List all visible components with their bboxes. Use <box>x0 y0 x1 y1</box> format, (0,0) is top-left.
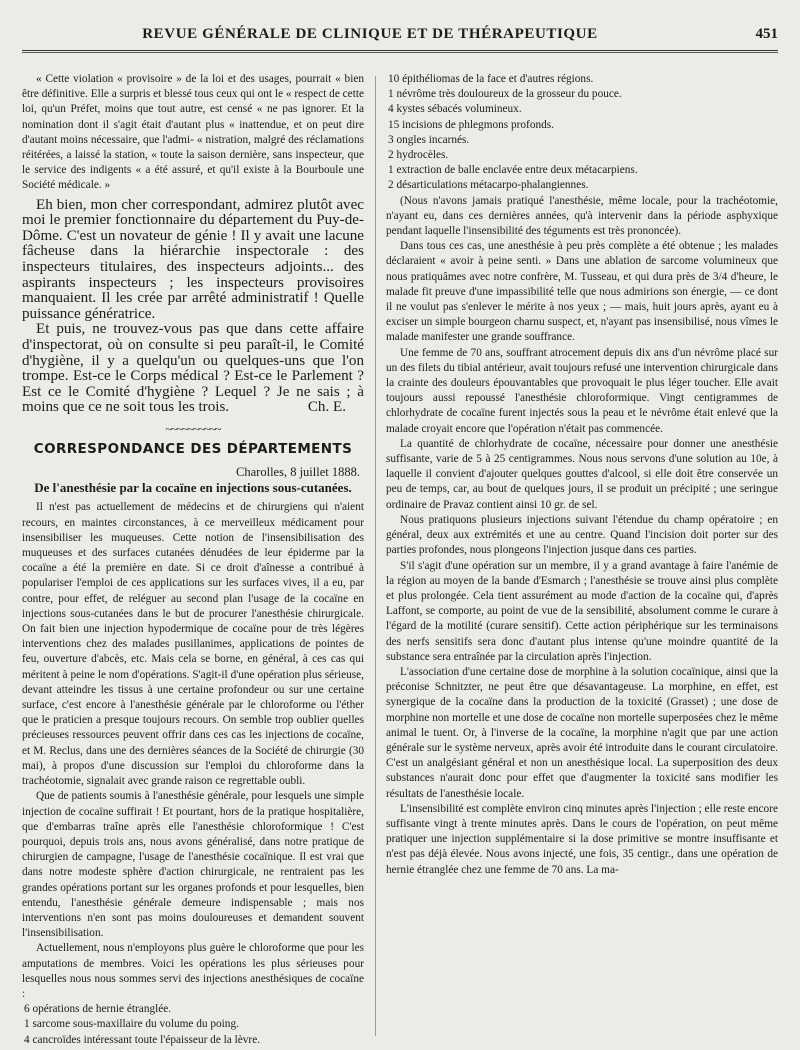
body-paragraph: Il n'est pas actuellement de médecins et de chirurgiens qui n'aient recours, en maintes circonstances, à ce merveilleux médicament pour insensibiliser les muqueuses. Cette notion de l'insensibilisation des muqueuses et des surfaces cutanées dénudées de leur épiderme par la cocaïne a été la première en date. Si ce droit d'aînesse a contribué à populariser l'emploi de ces applications sur les surfaces vives, il a eu, par contre, pour effet, de reléguer au second plan l'usage de la cocaïne en injections sous-cutanées dans le but de procurer l'anesthésie chirurgicale. On fait bien une injection hypodermique de cocaïne pour de très légères interventions chez des malades pusillanimes, applications de pointes de feu, ouverture d'abcès, etc. Mais cela se borne, en général, à ces cas qui méritent à peine le nom d'opérations. S'agit-il d'une opération plus sérieuse, devant atteindre les tissus à une certaine profondeur ou sur une certaine surface, c'est encore à l'anesthésie générale par le chloroforme ou l'éther que le praticien a presque toujours recours. On semble trop oublier quelles précieuses ressources peuvent offrir dans ces cas les injections de cocaïne, et M. Reclus, dans une des dernières séances de la Société de chirurgie (30 mai), à propos d'une discussion sur l'emploi du chloroforme dans la trachéotomie, signalait avec grande raison ce regrettable oubli. <box>22 501 364 788</box>
editor-commentary <box>22 198 364 416</box>
body-paragraph: Dans tous ces cas, une anesthésie à peu près complète a été obtenue ; les malades déclaraient « avoir à peine senti. » Dans une ablation de sarcome volumineux que nous pratiquâmes avec notre confrère, M. Tusseau, et qui dura près de 3/4 d'heure, le malade fit preuve d'une impassibilité telle que nous admirions son énergie, — ce dont il ne voulut pas s'enlever le mérite à nos yeux ; — mais, huit jours après, ayant eu à exciser un simple bourgeon charnu suspect, et, n'ayant pas insensibilisé, nous vîmes le malade manifester une grande souffrance. <box>386 240 778 344</box>
quote-paragraph: « Cette violation « provisoire » de la loi et des usages, pourrait « bien être définitive. Elle a surpris et blessé tous ceux qui ont le « respect de cette loi, qu'un Préfet, moins que tout autre, est censé « ne pas ignorer. Et la nomination dont il s'agit était d'autant plus « inattendue, et on peut dire d'autant moins nécessaire, que l'admi- « nistration, malgré des réclamations réitérées, a laissé la station, « toute la saison dernière, sans inspecteur, que le service des indigents « a été assuré, et qu'il existe à la Bourboule une Société médicale. » <box>22 73 364 192</box>
page-header <box>0 22 800 48</box>
operation-list-item: 1 névrôme très douloureux de la grosseur du pouce. <box>388 88 622 101</box>
article-body-right <box>386 72 778 878</box>
operation-list-item: 4 kystes sébacés volumineux. <box>388 103 522 116</box>
commentary-paragraph: Eh bien, mon cher correspondant, admirez plutôt avec moi le premier fonctionnaire du département du Puy-de-Dôme. C'est un novateur de génie ! Il y avait une lacune fâcheuse dans la hiérarchie inspectorale : des inspecteurs titulaires, des inspecteurs adjoints... des aspirants inspecteurs ; les inspecteurs provisoires manquaient. Il les crée par arrêté administratif ! Quelle puissance génératrice. <box>22 196 364 322</box>
operation-list-item: 3 ongles incarnés. <box>388 133 470 146</box>
body-paragraph: La quantité de chlorhydrate de cocaïne, nécessaire pour donner une anesthésie suffisante, varie de 5 à 25 centigrammes. Nous nous servons d'une solution au 10e, à laquelle il convient d'ajouter quelques gouttes d'alcool, si elle doit être conservée un peu de temps, car, au bout de quelques jours, il se produit un précipité ; une seringue ordinaire de Pravaz contient ainsi 10 gr. de sel. <box>386 437 778 511</box>
commentary-paragraph: Et puis, ne trouvez-vous pas que dans cette affaire d'inspectorat, où on consulte si peu paraît-il, le Comité d'hygiène, il y a quelqu'un ou quelques-uns que l'on trompe. Est-ce le Corps médical ? Est-ce le Parlement ? Est ce le Comité d'hygiène ? Lequel ? Je ne sais ; à moins que ce ne soit tous les trois. <box>22 321 364 416</box>
operation-list-item: 2 désarticulations métacarpo-phalangiennes. <box>388 179 589 192</box>
ornament-divider: ~~~~~~~~~~ <box>165 421 221 436</box>
operation-list-item: 4 cancroïdes intéressant toute l'épaisseur de la lèvre. <box>24 1033 261 1046</box>
operation-list-item: 1 extraction de balle enclavée entre deux métacarpiens. <box>388 164 638 177</box>
body-paragraph: (Nous n'avons jamais pratiqué l'anesthésie, même locale, pour la trachéotomie, n'ayant eu, dans ces dernières années, qu'à intervenir dans la période asphyxique pendant laquelle l'insensibilité des téguments est très prononcée). <box>386 194 778 238</box>
operation-list-item: 6 opérations de hernie étranglée. <box>24 1003 172 1016</box>
dateline: Charolles, 8 juillet 1888. <box>236 464 360 479</box>
body-paragraph: Nous pratiquons plusieurs injections suivant l'étendue du champ opératoire ; en général, deux aux extrémités et une au centre. Quand l'incision doit porter sur des parties profondes, nous plongeons l'injection jusque dans ces parties. <box>386 513 778 557</box>
page-number: 451 <box>755 26 778 42</box>
body-paragraph: L'insensibilité est complète environ cinq minutes après l'injection ; elle reste encore suffisante vingt à trente minutes après. Dans le cours de l'opération, on peut même pratiquer une injection supplémentaire si la dose primitive se montre insuffisante et n'est pas déjà élevée. Nous avons injecté, une fois, 35 centigr., dans une opération de hernie étranglée chez une femme de 70 ans. La ma- <box>386 802 778 876</box>
left-column <box>22 72 364 1048</box>
header-rule <box>22 50 778 53</box>
column-divider <box>375 76 376 1036</box>
operation-list-item: 1 sarcome sous-maxillaire du volume du poing. <box>24 1018 239 1031</box>
body-paragraph: Une femme de 70 ans, souffrant atrocement depuis dix ans d'un névrôme placé sur un des filets du tibial antérieur, avait toujours refusé une intervention chirurgicale dans la crainte des douleurs épouvantables que provoquait le plus léger toucher. Elle avait toujours aussi repoussé l'anesthésie chloroformique. Vingt centigrammes de chlorhydrate de cocaïne furent injectés sous la peau et le névrôme était enlevé que la malade croyait encore que l'opération n'était pas commencée. <box>386 346 778 435</box>
body-paragraph: L'association d'une certaine dose de morphine à la solution cocaïnique, ainsi que la préconise Schnitzter, ne peut être que désavantageuse. La morphine, en effet, est synergique de la cocaïne dans la production de la toxicité (Grasset) ; une dose de morphine non mortelle et une dose de cocaïne non mortelle superposées chez le même animal le tuent. Or, à l'inverse de la cocaïne, la morphine n'agit que par une action générale sur le système nerveux, après avoir été introduite dans le courant circulatoire. C'est un analgésiant général et non un anesthésique local. La superposition des deux substances n'aurait donc pour effet que d'augmenter la toxicité sans modifier les résultats de l'anesthésie locale. <box>386 665 778 800</box>
article-title: De l'anesthésie par la cocaïne en injections sous-cutanées. <box>34 479 352 495</box>
operation-list-item: 15 incisions de phlegmons profonds. <box>388 118 554 131</box>
body-paragraph: S'il s'agit d'une opération sur un membre, il y a grand avantage à faire l'anémie de la région au moyen de la bande d'Esmarch ; l'anesthésie se trouve ainsi plus complète et plus prolongée. Cela tient assurément au mode d'action de la cocaïne qui, d'après Laffont, se comporte, au point de vue de la sensibilité, absolument comme le curare à l'égard de la motilité (curare sensitif). Cette action périphérique sur les terminaisons des nerfs sensitifs sera donc d'autant plus intense qu'une moindre quantité de la substance sera entraînée par la circulation après l'injection. <box>386 559 778 663</box>
article-body-left <box>22 500 364 1047</box>
right-column <box>386 72 778 878</box>
signature: Ch. E. <box>307 399 346 416</box>
body-paragraph: Actuellement, nous n'employons plus guère le chloroforme que pour les amputations de membres. Voici les opérations les plus sérieuses pour lesquelles nous nous sommes servi des injections anesthésiques de cocaïne : <box>22 942 364 1000</box>
body-paragraph: Que de patients soumis à l'anesthésie générale, pour lesquels une simple injection de cocaïne suffirait ! Et pourtant, hors de la pratique hospitalière, que d'embarras traîne après elle l'anesthésie chloroformique ! C'est pourquoi, depuis trois ans, nous avons généralisé, dans notre pratique de chirurgien de campagne, l'usage de l'anesthésie cocaïnique. Il est vrai que dans notre modeste sphère d'action chirurgicale, ne rentraient pas les grandes opérations portant sur les organes profonds et pour lesquelles, bien entendu, l'anesthésie générale demeure indispensable ; mais nos interventions n'en sont pas moins douloureuses et demandent souvent l'insensibilisation. <box>22 790 364 940</box>
quoted-letter <box>22 72 364 194</box>
operation-list-item: 2 hydrocèles. <box>388 149 449 162</box>
operation-list-item: 10 épithéliomas de la face et d'autres régions. <box>388 73 594 85</box>
section-title: CORRESPONDANCE DES DÉPARTEMENTS <box>33 440 353 457</box>
running-title: REVUE GÉNÉRALE DE CLINIQUE ET DE THÉRAPEUTIQUE <box>142 26 598 42</box>
